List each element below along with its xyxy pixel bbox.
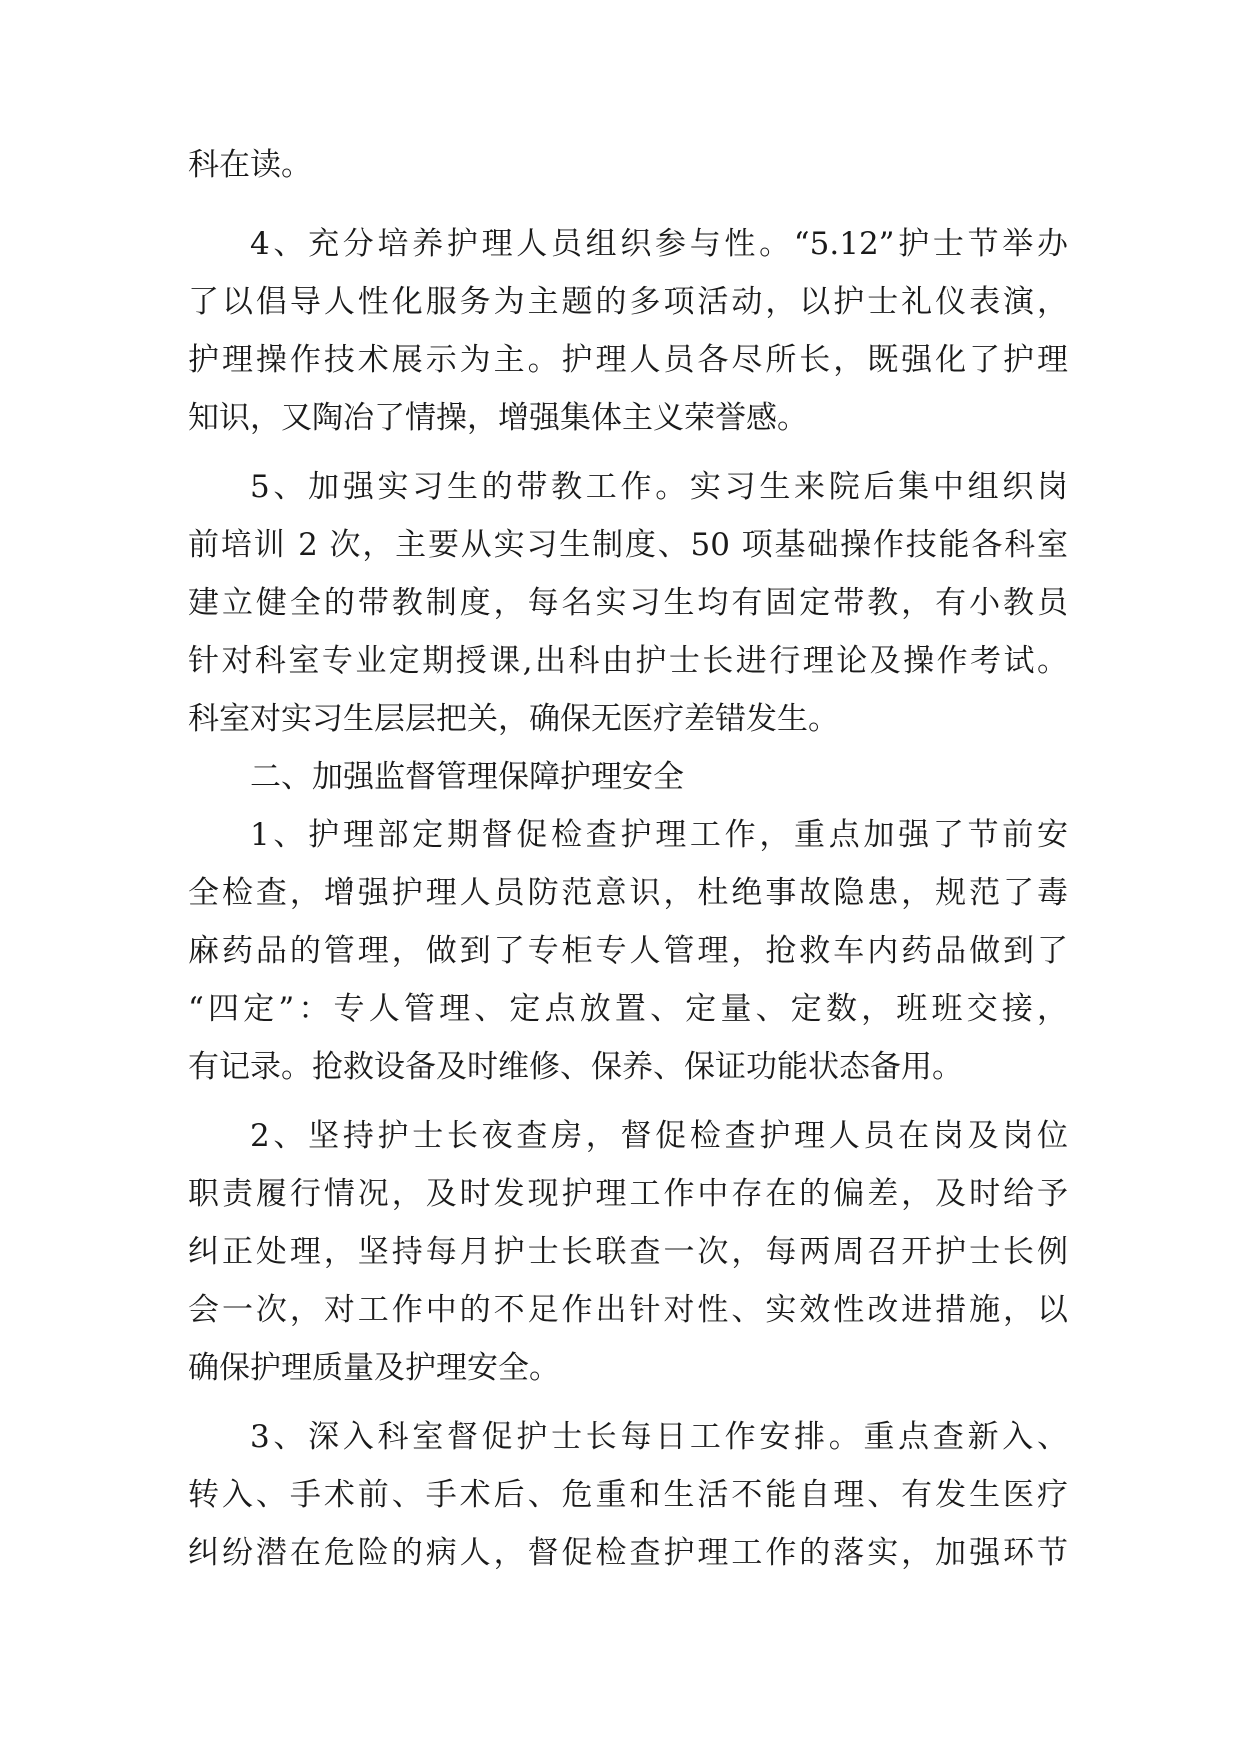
text-line: 转入、手术前、手术后、危重和生活不能自理、有发生医疗: [188, 1477, 1068, 1513]
paragraph-start-line: 3、深入科室督促护士长每日工作安排。重点查新入、: [250, 1419, 1068, 1455]
text-line: 职责履行情况，及时发现护理工作中存在的偏差，及时给予: [188, 1176, 1068, 1212]
text-line: “四定”：专人管理、定点放置、定量、定数，班班交接，: [188, 991, 1068, 1027]
text-line: 前培训 2 次，主要从实习生制度、50 项基础操作技能各科室: [188, 527, 1068, 563]
text-line: 麻药品的管理，做到了专柜专人管理，抢救车内药品做到了: [188, 933, 1068, 969]
text-line: 科室对实习生层层把关，确保无医疗差错发生。: [188, 701, 839, 737]
text-line: 纠正处理，坚持每月护士长联查一次，每两周召开护士长例: [188, 1234, 1068, 1270]
text-line: 知识，又陶冶了情操，增强集体主义荣誉感。: [188, 400, 808, 436]
text-line: 有记录。抢救设备及时维修、保养、保证功能状态备用。: [188, 1049, 963, 1085]
text-line: 科在读。: [188, 147, 312, 183]
text-line: 建立健全的带教制度，每名实习生均有固定带教，有小教员: [188, 585, 1068, 621]
paragraph-start-line: 4、充分培养护理人员组织参与性。“5.12”护士节举办: [250, 226, 1068, 262]
paragraph-start-line: 2、坚持护士长夜查房，督促检查护理人员在岗及岗位: [250, 1118, 1068, 1154]
text-line: 护理操作技术展示为主。护理人员各尽所长，既强化了护理: [188, 342, 1068, 378]
paragraph-start-line: 1、护理部定期督促检查护理工作，重点加强了节前安: [250, 817, 1068, 853]
text-line: 会一次，对工作中的不足作出针对性、实效性改进措施，以: [188, 1292, 1068, 1328]
text-line: 纠纷潜在危险的病人，督促检查护理工作的落实，加强环节: [188, 1535, 1068, 1571]
paragraph-start-line: 5、加强实习生的带教工作。实习生来院后集中组织岗: [250, 469, 1068, 505]
text-line: 针对科室专业定期授课,出科由护士长进行理论及操作考试。: [188, 643, 1068, 679]
text-line: 确保护理质量及护理安全。: [188, 1350, 560, 1386]
text-line: 全检查，增强护理人员防范意识，杜绝事故隐患，规范了毒: [188, 875, 1068, 911]
text-line: 了以倡导人性化服务为主题的多项活动，以护士礼仪表演，: [188, 284, 1068, 320]
section-heading: 二、加强监督管理保障护理安全: [250, 759, 684, 795]
